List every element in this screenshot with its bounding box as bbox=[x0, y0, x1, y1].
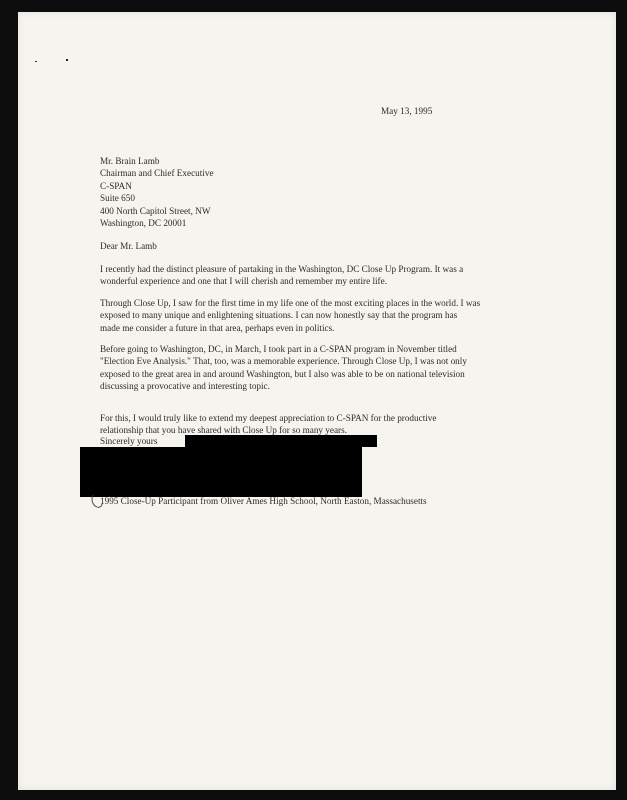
paper-speck bbox=[35, 61, 37, 62]
recipient-city: Washington, DC 20001 bbox=[100, 218, 187, 229]
paragraph-line: relationship that you have shared with Close Up for so many years. bbox=[100, 425, 347, 436]
redaction-block bbox=[80, 447, 362, 497]
paragraph-line: exposed to many unique and enlightening situations. I can now honestly say that the program has bbox=[100, 310, 458, 321]
paragraph-line: made me consider a future in that area, perhaps even in politics. bbox=[100, 322, 335, 333]
recipient-suite: Suite 650 bbox=[100, 193, 135, 204]
redaction-bar bbox=[185, 435, 377, 447]
recipient-name: Mr. Brain Lamb bbox=[100, 156, 160, 166]
paragraph-line: For this, I would truly like to extend my deepest appreciation to C-SPAN for the productive bbox=[100, 413, 437, 423]
paragraph-line: I recently had the distinct pleasure of partaking in the Washington, DC Close Up Program. It was a bbox=[100, 264, 464, 274]
recipient-title: Chairman and Chief Executive bbox=[100, 168, 214, 179]
paragraph-line: Through Close Up, I saw for the first time in my life one of the most exciting places in the world. I was bbox=[100, 298, 481, 308]
letter-page bbox=[18, 12, 616, 790]
paragraph-line: wonderful experience and one that I will cherish and remember my entire life. bbox=[100, 276, 387, 287]
recipient-street: 400 North Capitol Street, NW bbox=[100, 205, 211, 216]
paragraph-2 bbox=[100, 297, 480, 334]
salutation: Dear Mr. Lamb bbox=[100, 241, 157, 251]
paragraph-line: Before going to Washington, DC, in March, I took part in a C-SPAN program in November titled bbox=[100, 344, 457, 354]
paragraph-1 bbox=[100, 263, 463, 288]
recipient-organization: C-SPAN bbox=[100, 180, 132, 191]
paragraph-line: "Election Eve Analysis." That, too, was a memorable experience. Through Close Up, I was not only bbox=[100, 356, 467, 367]
recipient-address bbox=[100, 155, 214, 229]
paragraph-line: exposed to the great area in and around Washington, but I also was able to be on national television bbox=[100, 368, 465, 379]
participant-line: 1995 Close-Up Participant from Oliver Ames High School, North Easton, Massachusetts bbox=[100, 496, 427, 506]
paragraph-line: discussing a provocative and interesting topic. bbox=[100, 381, 270, 392]
closing: Sincerely yours bbox=[100, 436, 158, 446]
paragraph-4 bbox=[100, 412, 436, 437]
letter-date: May 13, 1995 bbox=[381, 106, 433, 116]
paper-speck bbox=[66, 59, 68, 61]
paragraph-3 bbox=[100, 343, 467, 393]
